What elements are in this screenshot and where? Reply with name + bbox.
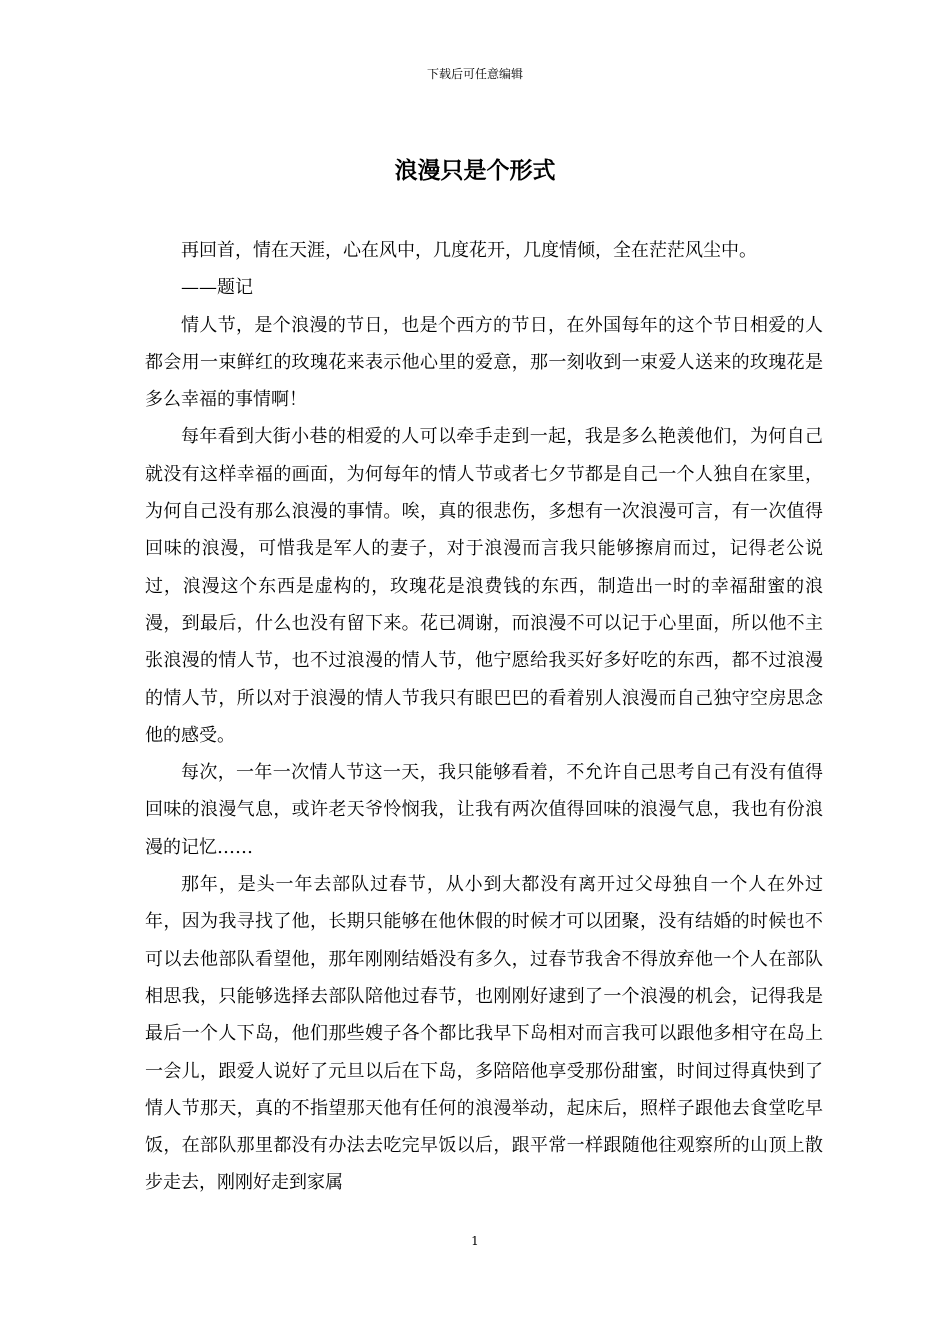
document-title: 浪漫只是个形式 xyxy=(394,157,556,184)
page-header: 下载后可任意编辑 xyxy=(426,67,523,81)
paragraph: 情人节，是个浪漫的节日，也是个西方的节日，在外国每年的这个节日相爱的人都会用一束鲜红的玫瑰花来表示他心里的爱意，那一刻收到一束爱人送来的玫瑰花是多么幸福的事情啊！ xyxy=(145,314,823,411)
paragraph-epigraph-attribution: ——题记 xyxy=(181,277,253,299)
paragraph: 那年，是头一年去部队过春节，从小到大都没有离开过父母独自一个人在外过年，因为我寻找了他，长期只能够在他休假的时候才可以团聚，没有结婚的时候也不可以去他部队看望他，那年刚刚结婚没有多久，过春节我舍不得放弃他一个人在部队相思我，只能够选择去部队陪他过春节，也刚刚好逮到了一个浪漫的机会，记得我是最后一个人下岛，他们那些嫂子各个都比我早下岛相对而言我可以跟他多相守在岛上一会儿，跟爱人说好了元旦以后在下岛，多陪陪他享受那份甜蜜，时间过得真快到了情人节那天，真的不指望那天他有任何的浪漫举动，起床后，照样子跟他去食堂吃早饭，在部队那里都没有办法去吃完早饭以后，跟平常一样跟随他往观察所的山顶上散步走去，刚刚好走到家属 xyxy=(145,874,823,1194)
document-body xyxy=(145,232,823,1202)
page-number: 1 xyxy=(471,1234,479,1248)
paragraph: 再回首，情在天涯，心在风中，几度花开，几度情倾，全在茫茫风尘中。 xyxy=(181,240,757,261)
paragraph: 每次，一年一次情人节这一天，我只能够看着，不允许自己思考自己有没有值得回味的浪漫气息，或许老天爷怜悯我，让我有两次值得回味的浪漫气息，我也有份浪漫的记忆…… xyxy=(145,762,823,858)
paragraph: 每年看到大街小巷的相爱的人可以牵手走到一起，我是多么艳羡他们，为何自己就没有这样幸福的画面，为何每年的情人节或者七夕节都是自己一个人独自在家里，为何自己没有那么浪漫的事情。唉，真的很悲伤，多想有一次浪漫可言，有一次值得回味的浪漫，可惜我是军人的妻子，对于浪漫而言我只能够擦肩而过，记得老公说过，浪漫这个东西是虚构的，玫瑰花是浪费钱的东西，制造出一时的幸福甜蜜的浪漫，到最后，什么也没有留下来。花已凋谢，而浪漫不可以记于心里面，所以他不主张浪漫的情人节，也不过浪漫的情人节，他宁愿给我买好多好吃的东西，都不过浪漫的情人节，所以对于浪漫的情人节我只有眼巴巴的看着别人浪漫而自己独守空房思念他的感受。 xyxy=(145,426,823,746)
